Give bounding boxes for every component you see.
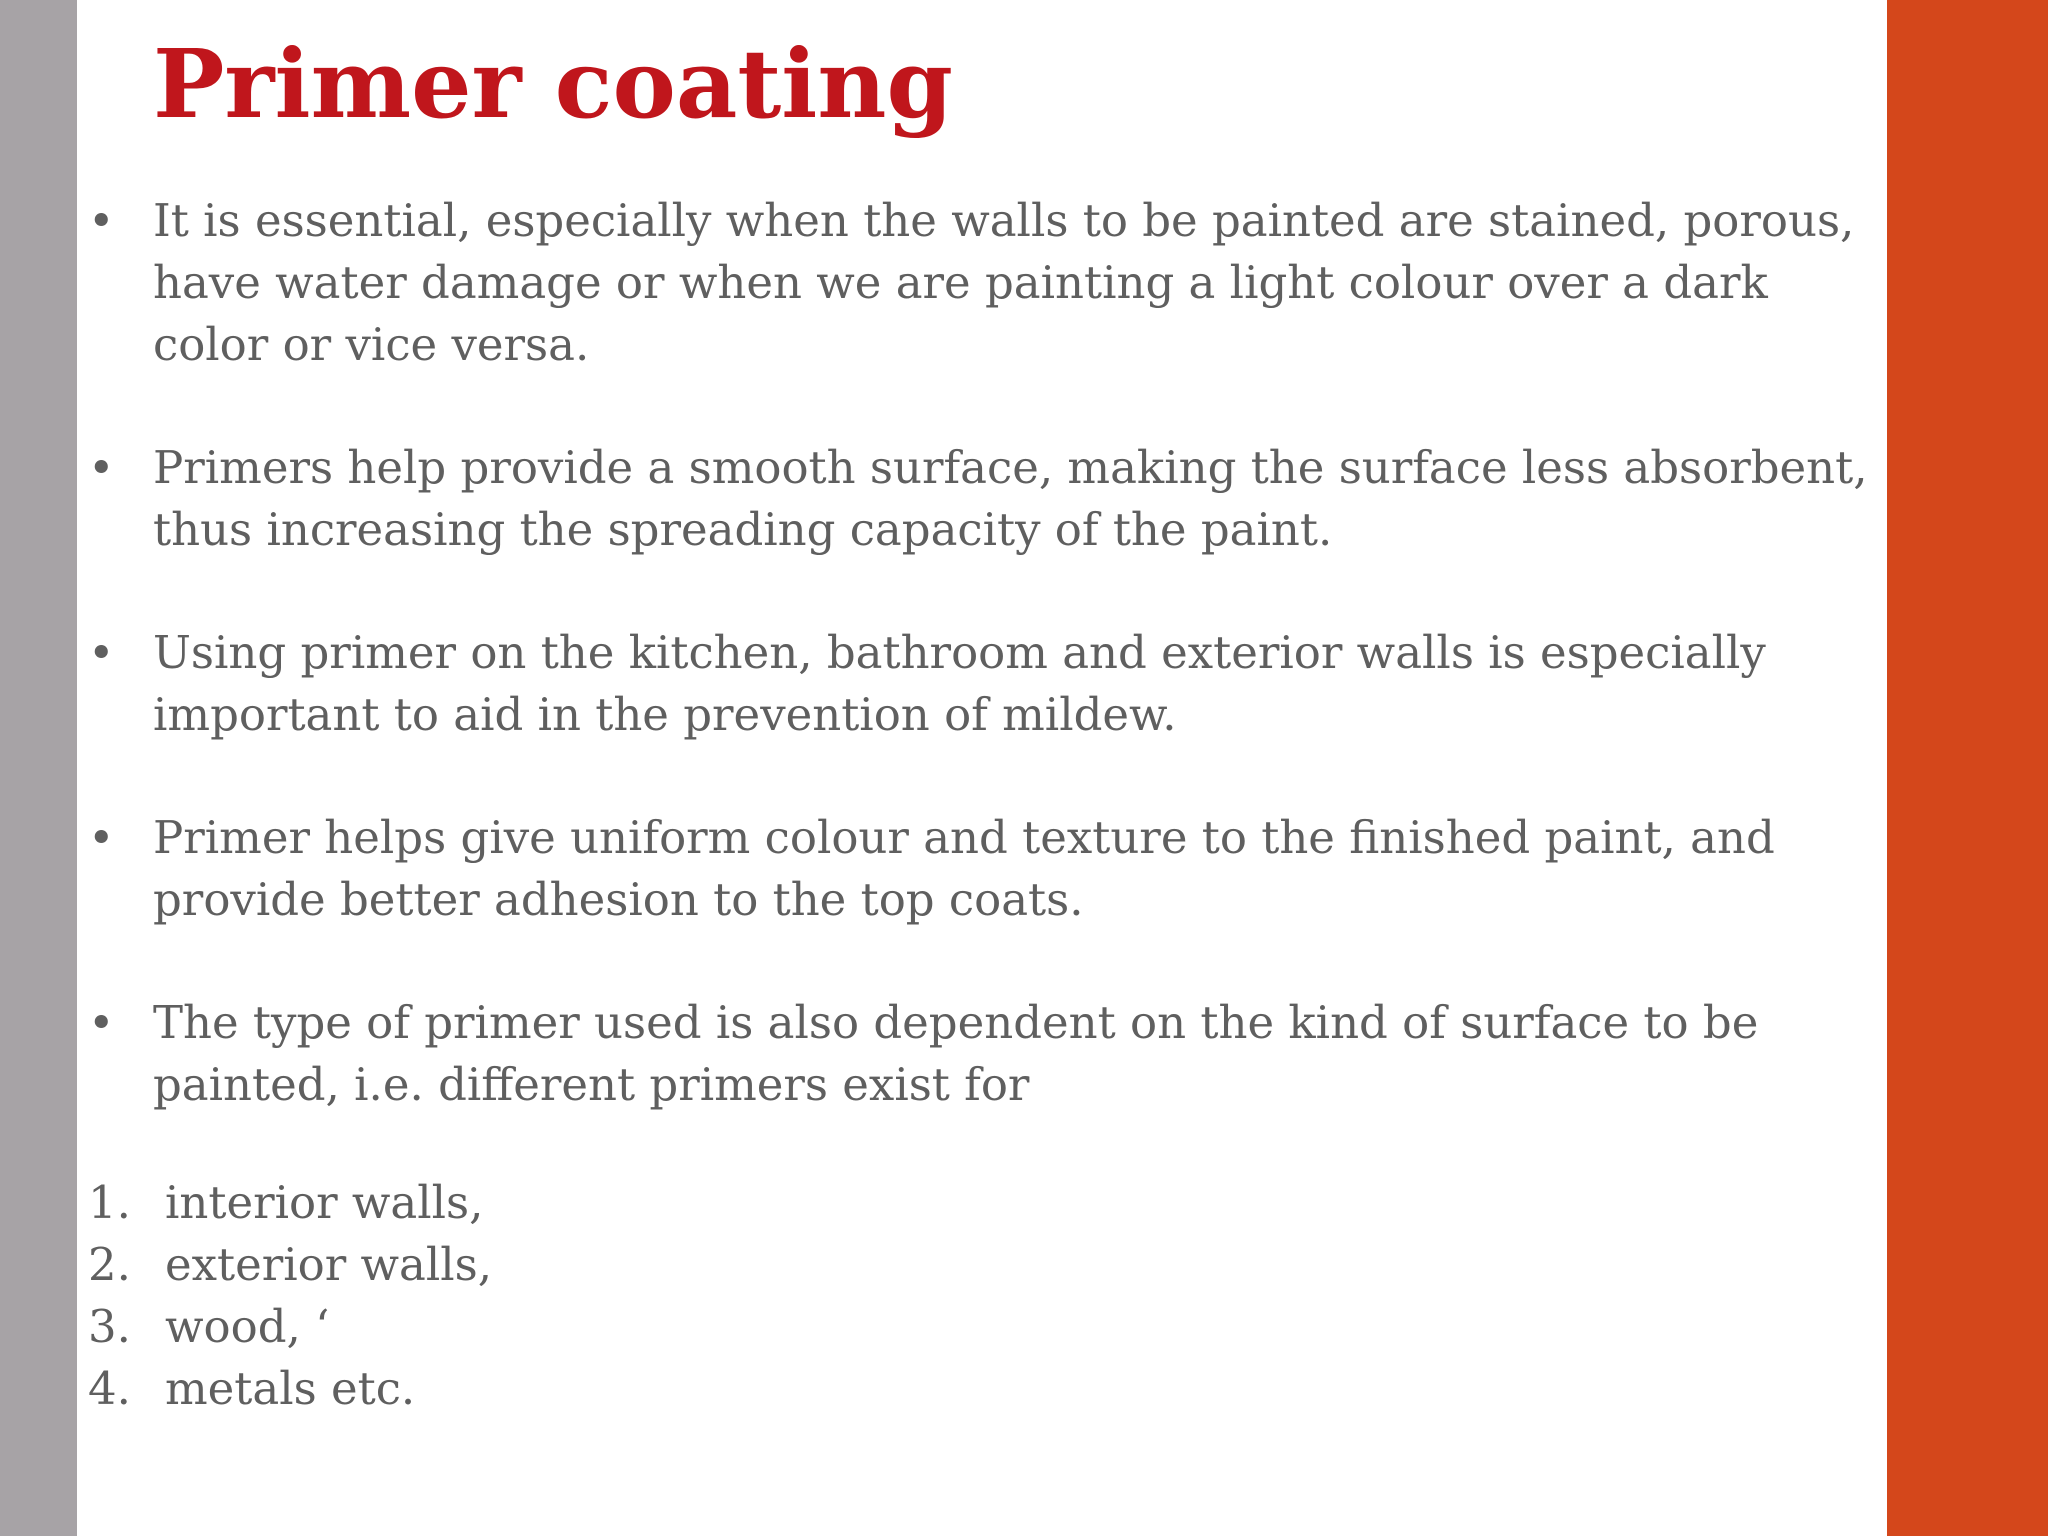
item-number: 3. xyxy=(88,1300,131,1353)
right-accent-band xyxy=(1887,0,2048,1536)
bullet-text: The type of primer used is also dependent on the kind of surface to be painted, i.e. different primers exist for xyxy=(153,996,1759,1111)
item-number: 1. xyxy=(88,1176,131,1229)
numbered-item xyxy=(88,1172,492,1234)
item-number: 4. xyxy=(88,1362,131,1415)
numbered-item xyxy=(88,1358,492,1420)
bullet-item xyxy=(88,190,1868,376)
item-text: metals etc. xyxy=(165,1362,416,1415)
item-text: interior walls, xyxy=(165,1176,484,1229)
bullet-item xyxy=(88,437,1868,561)
bullet-symbol: • xyxy=(88,811,115,864)
bullet-item xyxy=(88,622,1868,746)
numbered-list xyxy=(88,1172,492,1420)
bullet-list xyxy=(88,190,1868,1177)
bullet-text: It is essential, especially when the walls to be painted are stained, porous, have water damage or when we are painting a light colour over a dark color or vice versa. xyxy=(153,194,1855,371)
bullet-item xyxy=(88,807,1868,931)
bullet-item xyxy=(88,992,1868,1116)
numbered-item xyxy=(88,1234,492,1296)
item-text: wood, ‘ xyxy=(165,1300,330,1353)
slide-title: Primer coating xyxy=(153,29,953,140)
item-number: 2. xyxy=(88,1238,131,1291)
bullet-text: Using primer on the kitchen, bathroom and exterior walls is especially important to aid in the prevention of mildew. xyxy=(153,626,1766,741)
item-text: exterior walls, xyxy=(165,1238,493,1291)
bullet-symbol: • xyxy=(88,441,115,494)
numbered-item xyxy=(88,1296,492,1358)
bullet-text: Primers help provide a smooth surface, making the surface less absorbent, thus increasing the spreading capacity of the paint. xyxy=(153,441,1868,556)
bullet-symbol: • xyxy=(88,626,115,679)
bullet-symbol: • xyxy=(88,996,115,1049)
bullet-text: Primer helps give uniform colour and texture to the finished paint, and provide better adhesion to the top coats. xyxy=(153,811,1775,926)
bullet-symbol: • xyxy=(88,194,115,247)
left-accent-band xyxy=(0,0,77,1536)
